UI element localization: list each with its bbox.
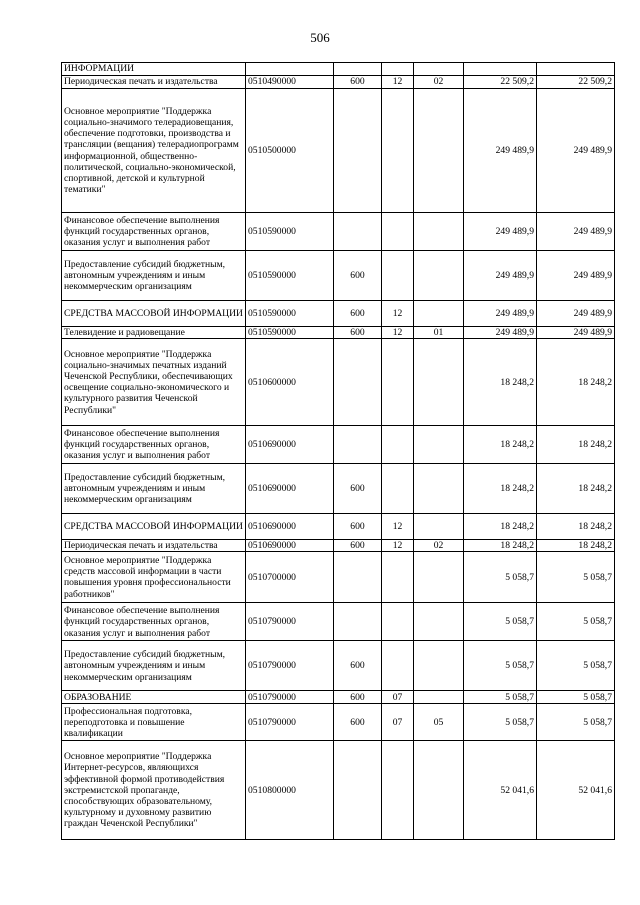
table-row bbox=[62, 741, 615, 840]
row-rz: 12 bbox=[382, 514, 414, 540]
row-sum-2: 18 248,2 bbox=[537, 540, 615, 552]
row-pr bbox=[414, 89, 464, 213]
row-name: Основное мероприятие "Поддержка средств массовой информации в части повышения уровня профессиональности работников" bbox=[62, 552, 246, 603]
row-name: Финансовое обеспечение выполнения функций государственных органов, оказания услуг и выполнения работ bbox=[62, 426, 246, 464]
row-name: Предоставление субсидий бюджетным, автономным учреждениям и иным некоммерческим организациям bbox=[62, 251, 246, 301]
row-sum-2: 249 489,9 bbox=[537, 251, 615, 301]
row-sum-2: 5 058,7 bbox=[537, 691, 615, 704]
row-rz bbox=[382, 641, 414, 691]
row-vr bbox=[334, 552, 382, 603]
row-pr: 05 bbox=[414, 704, 464, 741]
row-code: 0510500000 bbox=[246, 89, 334, 213]
row-vr bbox=[334, 741, 382, 840]
row-sum-2: 5 058,7 bbox=[537, 704, 615, 741]
row-vr bbox=[334, 89, 382, 213]
row-pr bbox=[414, 691, 464, 704]
row-name: Телевидение и радиовещание bbox=[62, 327, 246, 339]
row-rz bbox=[382, 552, 414, 603]
row-vr: 600 bbox=[334, 540, 382, 552]
table-row bbox=[62, 426, 615, 464]
row-rz: 12 bbox=[382, 327, 414, 339]
row-vr bbox=[334, 603, 382, 641]
row-pr: 02 bbox=[414, 540, 464, 552]
row-rz: 07 bbox=[382, 704, 414, 741]
row-vr: 600 bbox=[334, 464, 382, 514]
table-row bbox=[62, 89, 615, 213]
row-vr: 600 bbox=[334, 301, 382, 327]
row-sum-1: 249 489,9 bbox=[464, 89, 537, 213]
row-sum-1: 249 489,9 bbox=[464, 251, 537, 301]
row-pr bbox=[414, 514, 464, 540]
row-pr bbox=[414, 213, 464, 251]
row-code: 0510690000 bbox=[246, 464, 334, 514]
row-vr: 600 bbox=[334, 327, 382, 339]
row-vr: 600 bbox=[334, 514, 382, 540]
table-row bbox=[62, 251, 615, 301]
row-vr bbox=[334, 339, 382, 426]
table-row bbox=[62, 540, 615, 552]
row-sum-2: 249 489,9 bbox=[537, 89, 615, 213]
row-rz bbox=[382, 741, 414, 840]
row-sum-2: 18 248,2 bbox=[537, 339, 615, 426]
table-row bbox=[62, 63, 615, 76]
row-name: Предоставление субсидий бюджетным, автономным учреждениям и иным некоммерческим организациям bbox=[62, 464, 246, 514]
row-rz bbox=[382, 63, 414, 76]
row-code: 0510690000 bbox=[246, 540, 334, 552]
row-sum-2: 5 058,7 bbox=[537, 603, 615, 641]
table-row bbox=[62, 464, 615, 514]
row-vr: 600 bbox=[334, 251, 382, 301]
row-rz bbox=[382, 213, 414, 251]
row-code bbox=[246, 63, 334, 76]
row-sum-2: 52 041,6 bbox=[537, 741, 615, 840]
table-row bbox=[62, 76, 615, 89]
row-pr bbox=[414, 251, 464, 301]
row-pr: 02 bbox=[414, 76, 464, 89]
row-pr bbox=[414, 339, 464, 426]
row-code: 0510790000 bbox=[246, 704, 334, 741]
table-row bbox=[62, 552, 615, 603]
row-sum-1: 18 248,2 bbox=[464, 426, 537, 464]
row-name: ОБРАЗОВАНИЕ bbox=[62, 691, 246, 704]
row-vr: 600 bbox=[334, 641, 382, 691]
row-rz bbox=[382, 89, 414, 213]
row-name: Периодическая печать и издательства bbox=[62, 76, 246, 89]
row-sum-1: 18 248,2 bbox=[464, 464, 537, 514]
row-sum-1: 18 248,2 bbox=[464, 540, 537, 552]
row-sum-2: 18 248,2 bbox=[537, 426, 615, 464]
row-rz: 07 bbox=[382, 691, 414, 704]
row-rz bbox=[382, 603, 414, 641]
row-vr bbox=[334, 63, 382, 76]
row-vr: 600 bbox=[334, 704, 382, 741]
row-code: 0510690000 bbox=[246, 426, 334, 464]
row-code: 0510590000 bbox=[246, 327, 334, 339]
row-code: 0510590000 bbox=[246, 213, 334, 251]
row-sum-1: 18 248,2 bbox=[464, 339, 537, 426]
row-name: Основное мероприятие "Поддержка социально-значимого телерадиовещания, обеспечение подготовки, производства и трансляции (вещания) телерадиопрограмм информационной, общественно-политической, социально-экономической, спортивной, детской и культурной тематики" bbox=[62, 89, 246, 213]
row-vr: 600 bbox=[334, 691, 382, 704]
table-row bbox=[62, 641, 615, 691]
row-code: 0510790000 bbox=[246, 691, 334, 704]
row-rz: 12 bbox=[382, 301, 414, 327]
row-sum-1: 249 489,9 bbox=[464, 327, 537, 339]
row-rz: 12 bbox=[382, 540, 414, 552]
row-sum-1: 52 041,6 bbox=[464, 741, 537, 840]
row-pr bbox=[414, 426, 464, 464]
row-sum-1: 5 058,7 bbox=[464, 603, 537, 641]
row-sum-1: 5 058,7 bbox=[464, 691, 537, 704]
row-code: 0510700000 bbox=[246, 552, 334, 603]
row-name: Периодическая печать и издательства bbox=[62, 540, 246, 552]
row-sum-2: 22 509,2 bbox=[537, 76, 615, 89]
row-vr: 600 bbox=[334, 76, 382, 89]
table-row bbox=[62, 301, 615, 327]
row-rz: 12 bbox=[382, 76, 414, 89]
table-row bbox=[62, 704, 615, 741]
row-pr bbox=[414, 741, 464, 840]
row-name: Финансовое обеспечение выполнения функций государственных органов, оказания услуг и выполнения работ bbox=[62, 213, 246, 251]
row-pr bbox=[414, 464, 464, 514]
row-name: Основное мероприятие "Поддержка социально-значимых печатных изданий Чеченской Республики, обеспечивающих освещение социально-экономического и культурного развития Чеченской Республики" bbox=[62, 339, 246, 426]
row-name: Финансовое обеспечение выполнения функций государственных органов, оказания услуг и выполнения работ bbox=[62, 603, 246, 641]
row-sum-1: 249 489,9 bbox=[464, 213, 537, 251]
row-sum-1 bbox=[464, 63, 537, 76]
row-sum-1: 5 058,7 bbox=[464, 552, 537, 603]
row-rz bbox=[382, 426, 414, 464]
row-code: 0510690000 bbox=[246, 514, 334, 540]
row-code: 0510590000 bbox=[246, 301, 334, 327]
row-code: 0510800000 bbox=[246, 741, 334, 840]
row-name: Профессиональная подготовка, переподготовка и повышение квалификации bbox=[62, 704, 246, 741]
row-sum-2: 249 489,9 bbox=[537, 213, 615, 251]
row-name: Предоставление субсидий бюджетным, автономным учреждениям и иным некоммерческим организациям bbox=[62, 641, 246, 691]
row-rz bbox=[382, 251, 414, 301]
row-pr: 01 bbox=[414, 327, 464, 339]
row-sum-1: 249 489,9 bbox=[464, 301, 537, 327]
row-pr bbox=[414, 603, 464, 641]
row-sum-2: 5 058,7 bbox=[537, 641, 615, 691]
row-name: СРЕДСТВА МАССОВОЙ ИНФОРМАЦИИ bbox=[62, 301, 246, 327]
row-pr bbox=[414, 63, 464, 76]
row-sum-2: 5 058,7 bbox=[537, 552, 615, 603]
row-sum-2: 18 248,2 bbox=[537, 514, 615, 540]
row-sum-1: 5 058,7 bbox=[464, 641, 537, 691]
row-sum-1: 5 058,7 bbox=[464, 704, 537, 741]
row-sum-2 bbox=[537, 63, 615, 76]
table-row bbox=[62, 327, 615, 339]
table-row bbox=[62, 691, 615, 704]
table-row bbox=[62, 603, 615, 641]
table-row bbox=[62, 339, 615, 426]
budget-table bbox=[61, 62, 615, 840]
row-pr bbox=[414, 641, 464, 691]
row-code: 0510790000 bbox=[246, 603, 334, 641]
row-sum-1: 22 509,2 bbox=[464, 76, 537, 89]
row-code: 0510590000 bbox=[246, 251, 334, 301]
row-vr bbox=[334, 213, 382, 251]
row-vr bbox=[334, 426, 382, 464]
row-rz bbox=[382, 339, 414, 426]
table-row bbox=[62, 514, 615, 540]
row-sum-1: 18 248,2 bbox=[464, 514, 537, 540]
row-pr bbox=[414, 301, 464, 327]
row-code: 0510490000 bbox=[246, 76, 334, 89]
row-name: Основное мероприятие "Поддержка Интернет-ресурсов, являющихся эффективной формой противодействия экстремистской пропаганде, способствующих образовательному, культурному и духовному развитию граждан Чеченской Республики" bbox=[62, 741, 246, 840]
page-number: 506 bbox=[310, 30, 330, 45]
row-sum-2: 18 248,2 bbox=[537, 464, 615, 514]
row-code: 0510600000 bbox=[246, 339, 334, 426]
row-sum-2: 249 489,9 bbox=[537, 327, 615, 339]
row-name: СРЕДСТВА МАССОВОЙ ИНФОРМАЦИИ bbox=[62, 514, 246, 540]
row-name: ИНФОРМАЦИИ bbox=[62, 63, 246, 76]
row-pr bbox=[414, 552, 464, 603]
row-sum-2: 249 489,9 bbox=[537, 301, 615, 327]
row-rz bbox=[382, 464, 414, 514]
row-code: 0510790000 bbox=[246, 641, 334, 691]
table-row bbox=[62, 213, 615, 251]
